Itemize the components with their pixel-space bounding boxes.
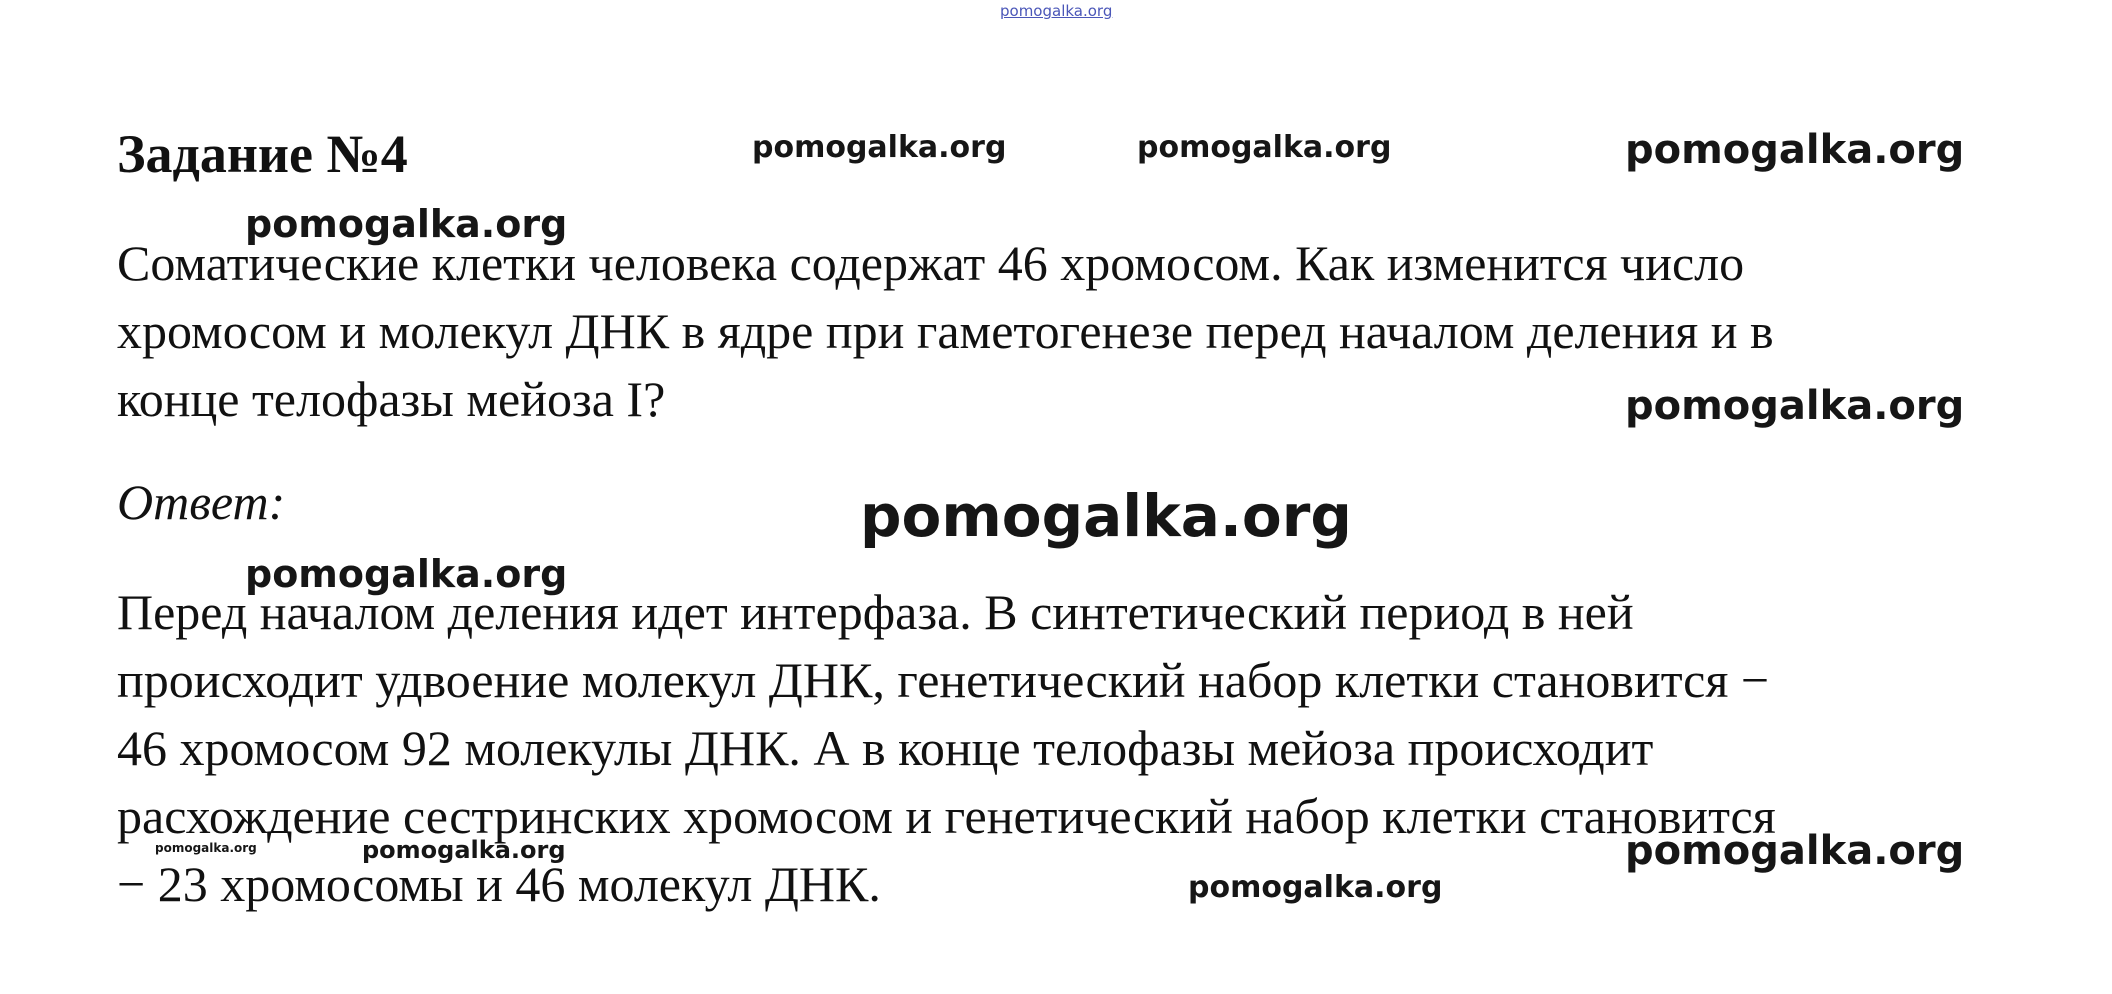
question-line: Соматические клетки человека содержат 46 хромосом. Как изменится число: [117, 235, 1745, 291]
watermark: pomogalka.org: [245, 552, 568, 596]
answer-line: 46 хромосом 92 молекулы ДНК. А в конце телофазы мейоза происходит: [117, 720, 1654, 776]
answer-line: происходит удвоение молекул ДНК, генетический набор клетки становится −: [117, 652, 1770, 708]
task-title: Задание №4: [117, 124, 408, 184]
answer-line: − 23 хромосомы и 46 молекул ДНК.: [117, 856, 881, 912]
question-line: конце телофазы мейоза I?: [117, 371, 666, 427]
watermark: pomogalka.org: [362, 836, 566, 864]
watermark: pomogalka.org: [155, 841, 257, 855]
watermark: pomogalka.org: [860, 482, 1352, 550]
answer-label: Ответ:: [117, 474, 286, 530]
answer-line: расхождение сестринских хромосом и генетический набор клетки становится: [117, 788, 1776, 844]
watermark: pomogalka.org: [1188, 870, 1443, 905]
question-line: хромосом и молекул ДНК в ядре при гаметогенезе перед началом деления и в: [117, 303, 1774, 359]
watermark: pomogalka.org: [1625, 828, 1965, 874]
watermark: pomogalka.org: [752, 130, 1007, 165]
watermark: pomogalka.org: [245, 202, 568, 246]
watermark-link[interactable]: pomogalka.org: [1000, 2, 1113, 20]
watermark: pomogalka.org: [1625, 383, 1965, 429]
watermark: pomogalka.org: [1137, 130, 1392, 165]
answer-line: Перед началом деления идет интерфаза. В синтетический период в ней: [117, 584, 1634, 640]
watermark: pomogalka.org: [1625, 127, 1965, 173]
